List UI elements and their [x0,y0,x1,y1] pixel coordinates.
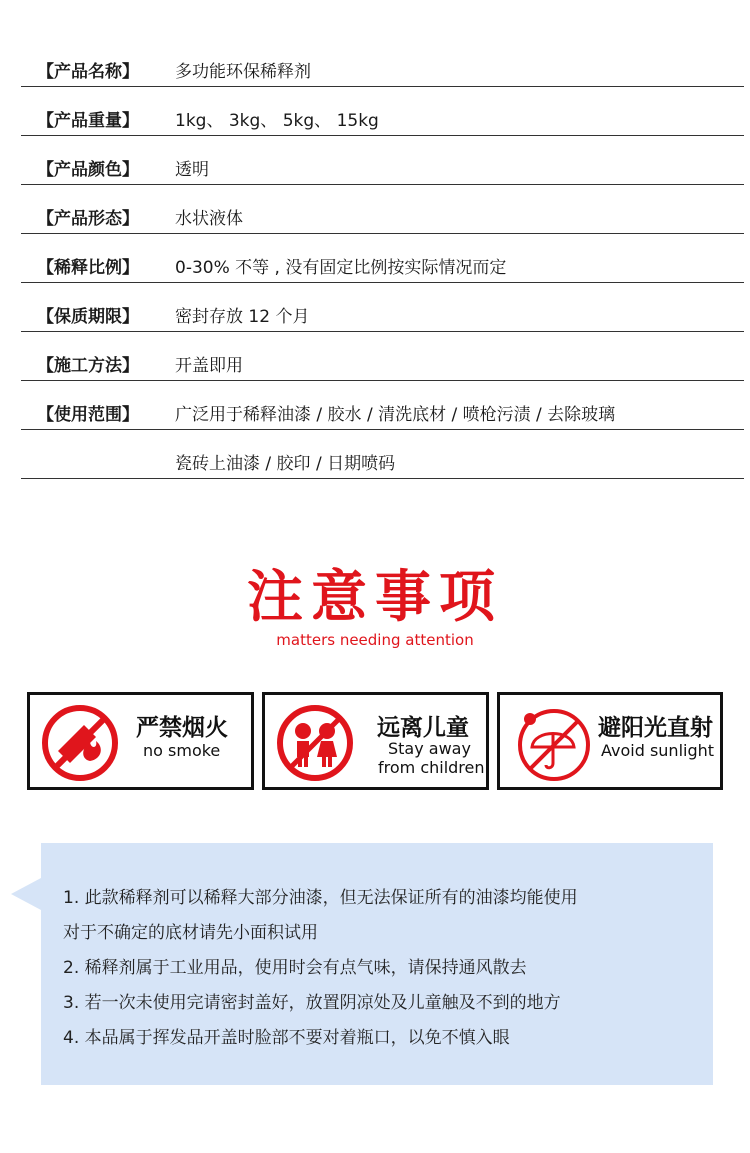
spec-label: 【产品名称】 [37,61,139,82]
spec-row-shelf-life [21,283,744,332]
spec-value: 瓷砖上油漆 / 胶印 / 日期喷码 [175,453,396,474]
keep-away-children-icon [275,703,355,783]
spec-value: 广泛用于稀释油漆 / 胶水 / 清洗底材 / 喷枪污渍 / 去除玻璃 [175,404,616,425]
note-line: 对于不确定的底材请先小面积试用 [63,923,318,943]
warning-title: 严禁烟火 [136,715,228,741]
spec-label: 【产品形态】 [37,208,139,229]
spec-value: 1kg、 3kg、 5kg、 15kg [175,110,379,131]
warning-title: 避阳光直射 [598,715,713,741]
spec-label: 【保质期限】 [37,306,139,327]
spec-label: 【产品颜色】 [37,159,139,180]
spec-row-usage [21,381,744,430]
notes-pointer [11,878,41,910]
spec-row-weight [21,87,744,136]
spec-value: 多功能环保稀释剂 [175,61,311,82]
spec-row-form [21,185,744,234]
spec-value: 密封存放 12 个月 [175,306,310,327]
spec-value: 透明 [175,159,209,180]
spec-row-method [21,332,744,381]
spec-row-color [21,136,744,185]
warning-en: Stay away [388,739,471,758]
note-line: 2. 稀释剂属于工业用品，使用时会有点气味，请保持通风散去 [63,958,527,978]
warning-title: 远离儿童 [377,715,469,741]
note-line: 3. 若一次未使用完请密封盖好，放置阴凉处及儿童触及不到的地方 [63,993,561,1013]
spec-label: 【施工方法】 [37,355,139,376]
spec-label: 【稀释比例】 [37,257,139,278]
spec-table [21,38,744,479]
note-line: 1. 此款稀释剂可以稀释大部分油漆，但无法保证所有的油漆均能使用 [63,888,578,908]
warning-en-2: from children [378,758,485,777]
spec-row-ratio [21,234,744,283]
warning-no-fire [27,692,254,790]
spec-label: 【使用范围】 [37,404,139,425]
note-line: 4. 本品属于挥发品开盖时脸部不要对着瓶口，以免不慎入眼 [63,1028,510,1048]
notes-box [41,843,713,1085]
spec-value: 开盖即用 [175,355,243,376]
no-fire-icon [40,703,120,783]
spec-label: 【产品重量】 [37,110,139,131]
spec-row-name [21,38,744,87]
warning-avoid-sunlight [497,692,723,790]
spec-value: 0-30% 不等 , 没有固定比例按实际情况而定 [175,257,507,278]
avoid-sunlight-icon [510,703,590,783]
spec-value: 水状液体 [175,208,243,229]
warning-keep-away-children [262,692,489,790]
warning-en: no smoke [143,741,221,760]
attention-subtitle: matters needing attention [276,631,474,649]
spec-row-usage-cont [21,430,744,479]
warning-en: Avoid sunlight [601,741,715,760]
attention-title: 注意事项 [247,565,503,630]
